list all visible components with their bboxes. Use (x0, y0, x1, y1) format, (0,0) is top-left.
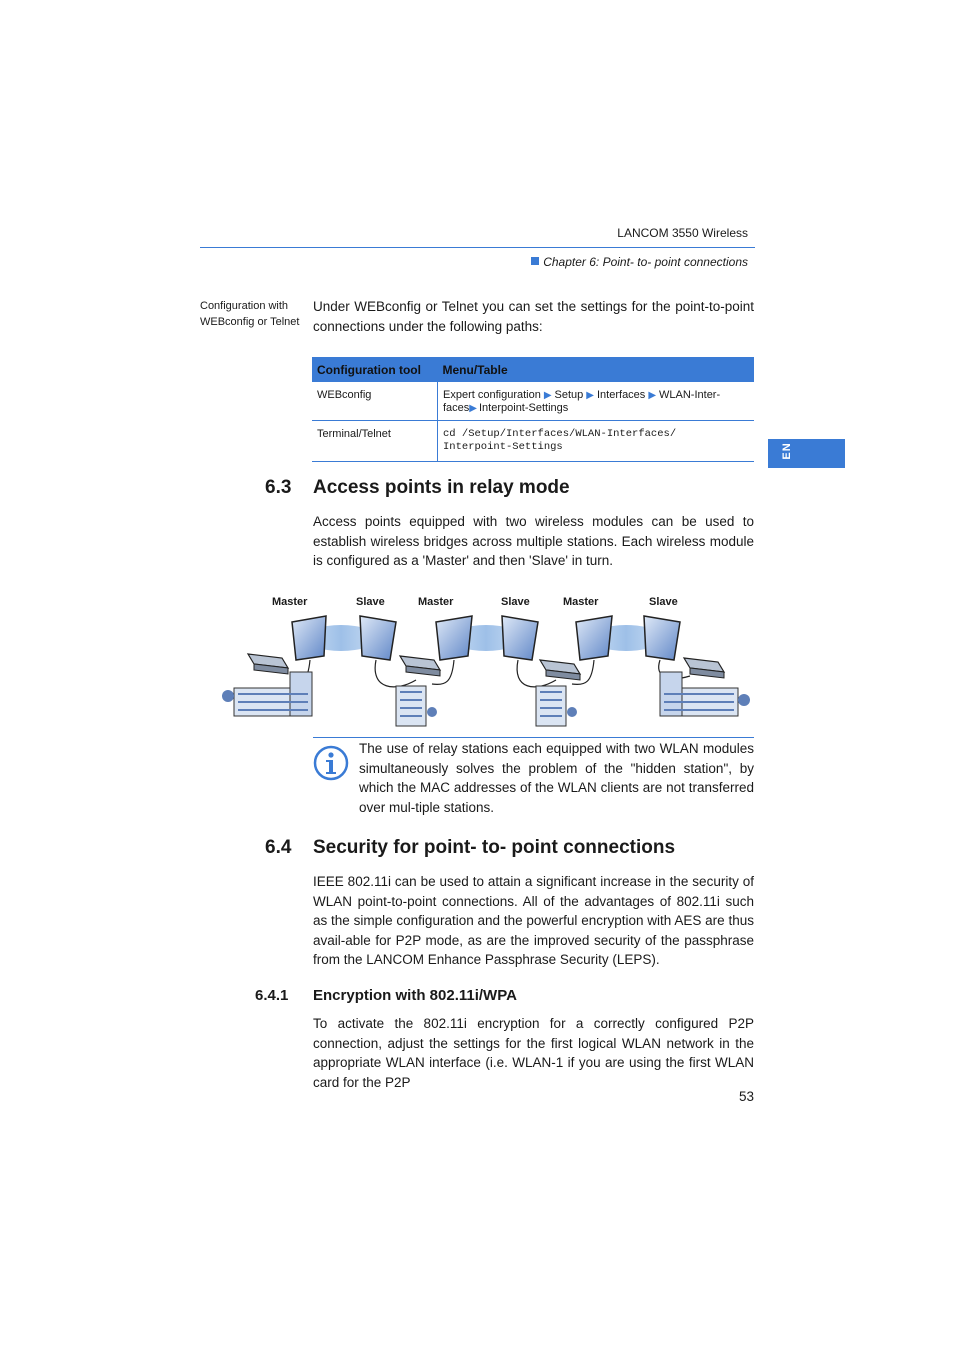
antenna-icon (644, 616, 680, 660)
antenna-icon (360, 616, 396, 660)
configuration-table (312, 357, 754, 462)
page-number: 53 (738, 1089, 754, 1104)
info-icon (313, 745, 349, 781)
table-cell-path (438, 421, 755, 462)
info-rule (313, 737, 754, 738)
table-header-row (312, 357, 754, 382)
path-segment: Interfaces (597, 389, 646, 401)
building-icon (660, 672, 750, 716)
section-paragraph: Access points equipped with two wireless modules can be used to establish wireless bridges across multiple stations. Each wireless module is configured as a 'Master' and then 'Slave' in turn. (313, 514, 754, 568)
section-paragraph: To activate the 802.11i encryption for a correctly configured P2P connection, adjust the settings for the first logical WLAN network in the appropriate WLAN interface (i.e. WLAN-1 if you are using the first WLAN card for the P2P (313, 1016, 754, 1090)
table-cell-tool: Terminal/Telnet (312, 421, 438, 462)
section-heading (265, 477, 765, 501)
arrow-right-icon: ▶ (648, 390, 657, 401)
figure-label: Slave (356, 596, 385, 608)
building-icon (222, 672, 312, 716)
subsection-title: Encryption with 802.11i/WPA (313, 987, 517, 1004)
arrow-right-icon: ▶ (586, 390, 594, 401)
router-icon (540, 660, 580, 680)
path-segment: WLAN-Inter- (659, 389, 721, 401)
running-header-chapter (460, 255, 748, 269)
building-icon (536, 686, 577, 726)
path-segment: Interpoint-Settings (479, 402, 569, 414)
table-row (312, 382, 754, 421)
command-line: cd /Setup/Interfaces/WLAN-Interfaces/ (443, 428, 677, 440)
figure-label: Slave (649, 596, 678, 608)
relay-diagram (220, 592, 760, 732)
section-title: Access points in relay mode (313, 477, 570, 498)
table-header-cell: Configuration tool (312, 357, 438, 382)
building-icon (396, 686, 437, 726)
intro-paragraph: Under WEBconfig or Telnet you can set the settings for the point-to-point connections under the following paths: (313, 299, 754, 334)
section-number: 6.4 (265, 837, 292, 858)
margin-note-line: WEBconfig or Telnet (200, 316, 300, 328)
table-cell-tool: WEBconfig (312, 382, 438, 421)
running-header-product: LANCOM 3550 Wireless (617, 226, 748, 240)
table-cell-path (438, 382, 755, 421)
header-rule (200, 247, 755, 248)
antenna-icon (502, 616, 538, 660)
subsection-number: 6.4.1 (255, 987, 289, 1004)
arrow-right-icon: ▶ (469, 403, 477, 414)
relay-diagram-graphic (220, 612, 760, 732)
path-segment: Setup (554, 389, 584, 401)
section-paragraph: IEEE 802.11i can be used to attain a significant increase in the security of WLAN point-to-point connections. All of the advantages of 802.11i such as the simple configuration and the powerful encryption with AES are thus avail-able for P2P mode, as are the improved security of the passphrase from the LANCOM Enhance Passphrase Security (LEPS). (313, 874, 754, 967)
chapter-title: Chapter 6: Point- to- point connections (543, 255, 748, 269)
table-header-cell: Menu/Table (438, 357, 755, 382)
figure-label: Master (418, 596, 454, 608)
info-text: The use of relay stations each equipped with two WLAN modules simultaneously solves the problem of the "hidden station", by which the MAC addresses of the WLAN clients are not transferred over mul-tiple stations. (359, 741, 754, 815)
section-number: 6.3 (265, 477, 292, 498)
figure-label: Master (272, 596, 308, 608)
margin-note-line: Configuration with (200, 300, 289, 312)
router-icon (684, 658, 724, 678)
section-title: Security for point- to- point connections (313, 837, 676, 858)
figure-label: Master (563, 596, 599, 608)
arrow-right-icon: ▶ (543, 390, 552, 401)
table-row (312, 421, 754, 462)
subsection-heading (255, 987, 755, 1007)
router-icon (248, 654, 288, 674)
figure-label: Slave (501, 596, 530, 608)
margin-note (200, 298, 305, 330)
path-segment: Expert configuration (443, 389, 541, 401)
bullet-square-icon (531, 257, 539, 265)
router-icon (400, 656, 440, 676)
command-line: Interpoint-Settings (443, 441, 563, 453)
antenna-icon (436, 616, 472, 660)
antenna-icon (292, 616, 326, 660)
language-tab (768, 439, 845, 468)
section-heading (265, 837, 765, 861)
language-tab-label: EN (781, 442, 793, 460)
antenna-icon (576, 616, 612, 660)
path-segment: faces (443, 402, 470, 414)
